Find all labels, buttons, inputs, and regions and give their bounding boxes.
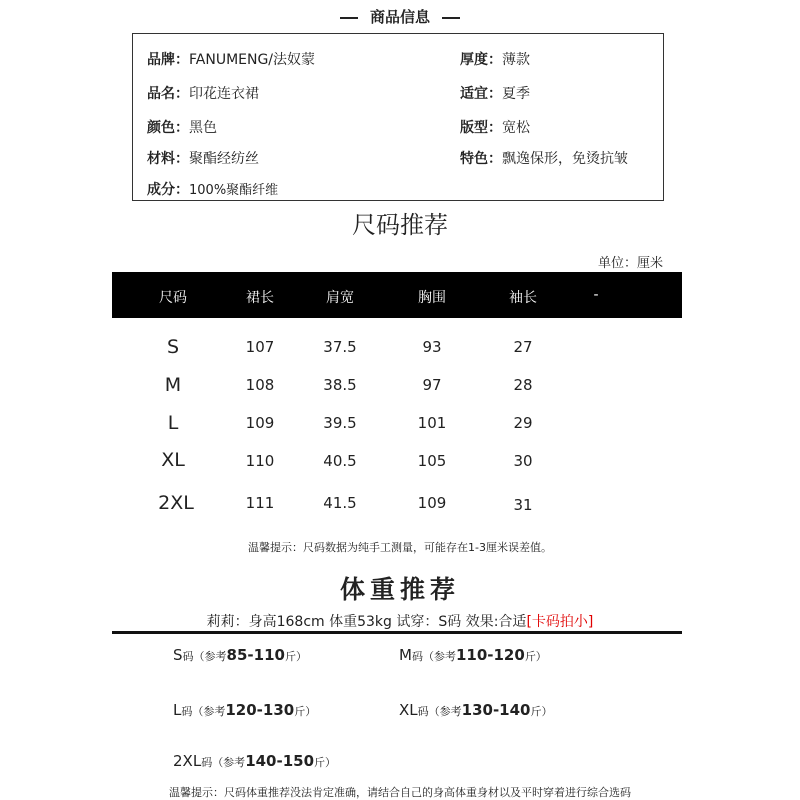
info-value: 飘逸保形，免烫抗皱	[502, 151, 628, 167]
info-item-composition	[147, 179, 278, 199]
rec-jin: 斤）	[284, 650, 307, 663]
table-cell: 40.5	[323, 452, 357, 470]
weight-rec-l	[173, 701, 316, 719]
rec-size: L	[173, 701, 182, 719]
size-table-note: 温馨提示：尺码数据为纯手工测量，可能存在1-3厘米误差值。	[248, 541, 552, 554]
rec-unit: 码	[201, 756, 213, 769]
table-cell-size: M	[164, 374, 182, 396]
info-value: 薄款	[502, 52, 530, 68]
table-cell: 27	[513, 338, 533, 356]
header-extra: -	[593, 287, 599, 303]
title-dash-right	[442, 17, 460, 19]
info-value: 100%聚酯纤维	[189, 183, 279, 198]
info-label: 品牌：	[147, 52, 189, 68]
info-label: 成分：	[147, 182, 189, 198]
info-value: 聚酯经纺丝	[189, 151, 259, 167]
table-cell: 31	[513, 496, 533, 514]
rec-unit: 码	[181, 705, 193, 718]
rec-ref: （参考	[428, 705, 462, 718]
rec-ref: （参考	[422, 650, 456, 663]
table-cell: 30	[513, 452, 533, 470]
table-cell-size: S	[166, 336, 180, 358]
weight-rec-s	[173, 646, 307, 664]
rec-size: M	[399, 646, 412, 664]
table-cell-size: 2XL	[158, 492, 194, 514]
table-cell: 101	[417, 414, 447, 432]
weight-note: 温馨提示：尺码体重推荐没法肯定准确，请结合自己的身高体重身材以及平时穿着进行综合选码	[169, 786, 631, 799]
header-sleeve: 袖长	[509, 290, 537, 306]
table-cell: 108	[245, 376, 275, 394]
info-item-color	[147, 117, 217, 137]
table-cell: 93	[422, 338, 442, 356]
product-info-title: 商品信息	[369, 8, 430, 26]
info-label: 适宜：	[460, 86, 502, 102]
rec-size: XL	[399, 701, 418, 719]
rec-ref: （参考	[212, 756, 246, 769]
rec-range: 85-110	[226, 646, 285, 664]
model-fit-tag: [卡码拍小]	[526, 614, 594, 630]
info-item-brand	[147, 49, 315, 69]
table-cell: 37.5	[323, 338, 357, 356]
weight-rec-xl	[399, 701, 553, 719]
rec-jin: 斤）	[524, 650, 547, 663]
weight-section-title: 体重推荐	[339, 575, 460, 604]
title-dash-left	[340, 17, 358, 19]
info-label: 版型：	[460, 120, 502, 136]
info-value: 宽松	[502, 120, 530, 136]
table-cell: 29	[513, 414, 533, 432]
size-table-unit: 单位：厘米	[597, 256, 663, 271]
table-cell: 28	[513, 376, 533, 394]
rec-ref: （参考	[193, 650, 227, 663]
header-shoulder: 肩宽	[326, 290, 354, 306]
info-item-fit	[460, 117, 530, 137]
rec-jin: 斤）	[294, 705, 317, 718]
rec-range: 130-140	[461, 701, 531, 719]
size-table-title: 尺码推荐	[352, 211, 448, 239]
table-cell-size: L	[167, 412, 179, 434]
model-info-text: 莉莉：身高168cm 体重53kg 试穿：S码 效果:合适	[206, 614, 527, 630]
weight-rec-2xl	[173, 752, 336, 770]
table-cell: 41.5	[323, 494, 357, 512]
rec-range: 120-130	[225, 701, 295, 719]
table-cell: 109	[245, 414, 275, 432]
info-label: 特色：	[460, 151, 502, 167]
table-cell: 38.5	[323, 376, 357, 394]
info-item-name	[147, 83, 259, 103]
table-cell-size: XL	[161, 449, 185, 471]
rec-unit: 码	[182, 650, 194, 663]
info-value: 印花连衣裙	[189, 86, 259, 102]
info-value: 夏季	[502, 86, 530, 102]
rec-ref: （参考	[192, 705, 226, 718]
table-cell: 107	[245, 338, 275, 356]
info-value: 黑色	[189, 120, 217, 136]
info-item-season	[460, 83, 530, 103]
info-label: 厚度：	[460, 52, 502, 68]
info-item-thickness	[460, 49, 530, 69]
rec-jin: 斤）	[314, 756, 337, 769]
section-title-product-info	[0, 6, 800, 27]
info-item-feature	[460, 148, 628, 168]
rec-unit: 码	[417, 705, 429, 718]
table-cell: 97	[422, 376, 442, 394]
rec-size: S	[173, 646, 183, 664]
info-label: 颜色：	[147, 120, 189, 136]
rec-size: 2XL	[173, 752, 202, 770]
table-cell: 111	[245, 494, 275, 512]
table-cell: 39.5	[323, 414, 357, 432]
info-label: 材料：	[147, 151, 189, 167]
rec-jin: 斤）	[530, 705, 553, 718]
rec-range: 140-150	[245, 752, 315, 770]
rec-range: 110-120	[455, 646, 525, 664]
info-label: 品名：	[147, 86, 189, 102]
model-info-line	[0, 611, 800, 631]
table-cell: 110	[245, 452, 275, 470]
table-cell: 109	[417, 494, 447, 512]
rec-unit: 码	[411, 650, 423, 663]
info-item-material	[147, 148, 259, 168]
header-bust: 胸围	[418, 290, 446, 306]
header-size: 尺码	[159, 290, 187, 306]
section-divider	[112, 631, 682, 634]
table-cell: 105	[417, 452, 447, 470]
weight-rec-m	[399, 646, 547, 664]
info-value: FANUMENG/法奴蒙	[189, 52, 316, 68]
header-length: 裙长	[246, 290, 274, 306]
